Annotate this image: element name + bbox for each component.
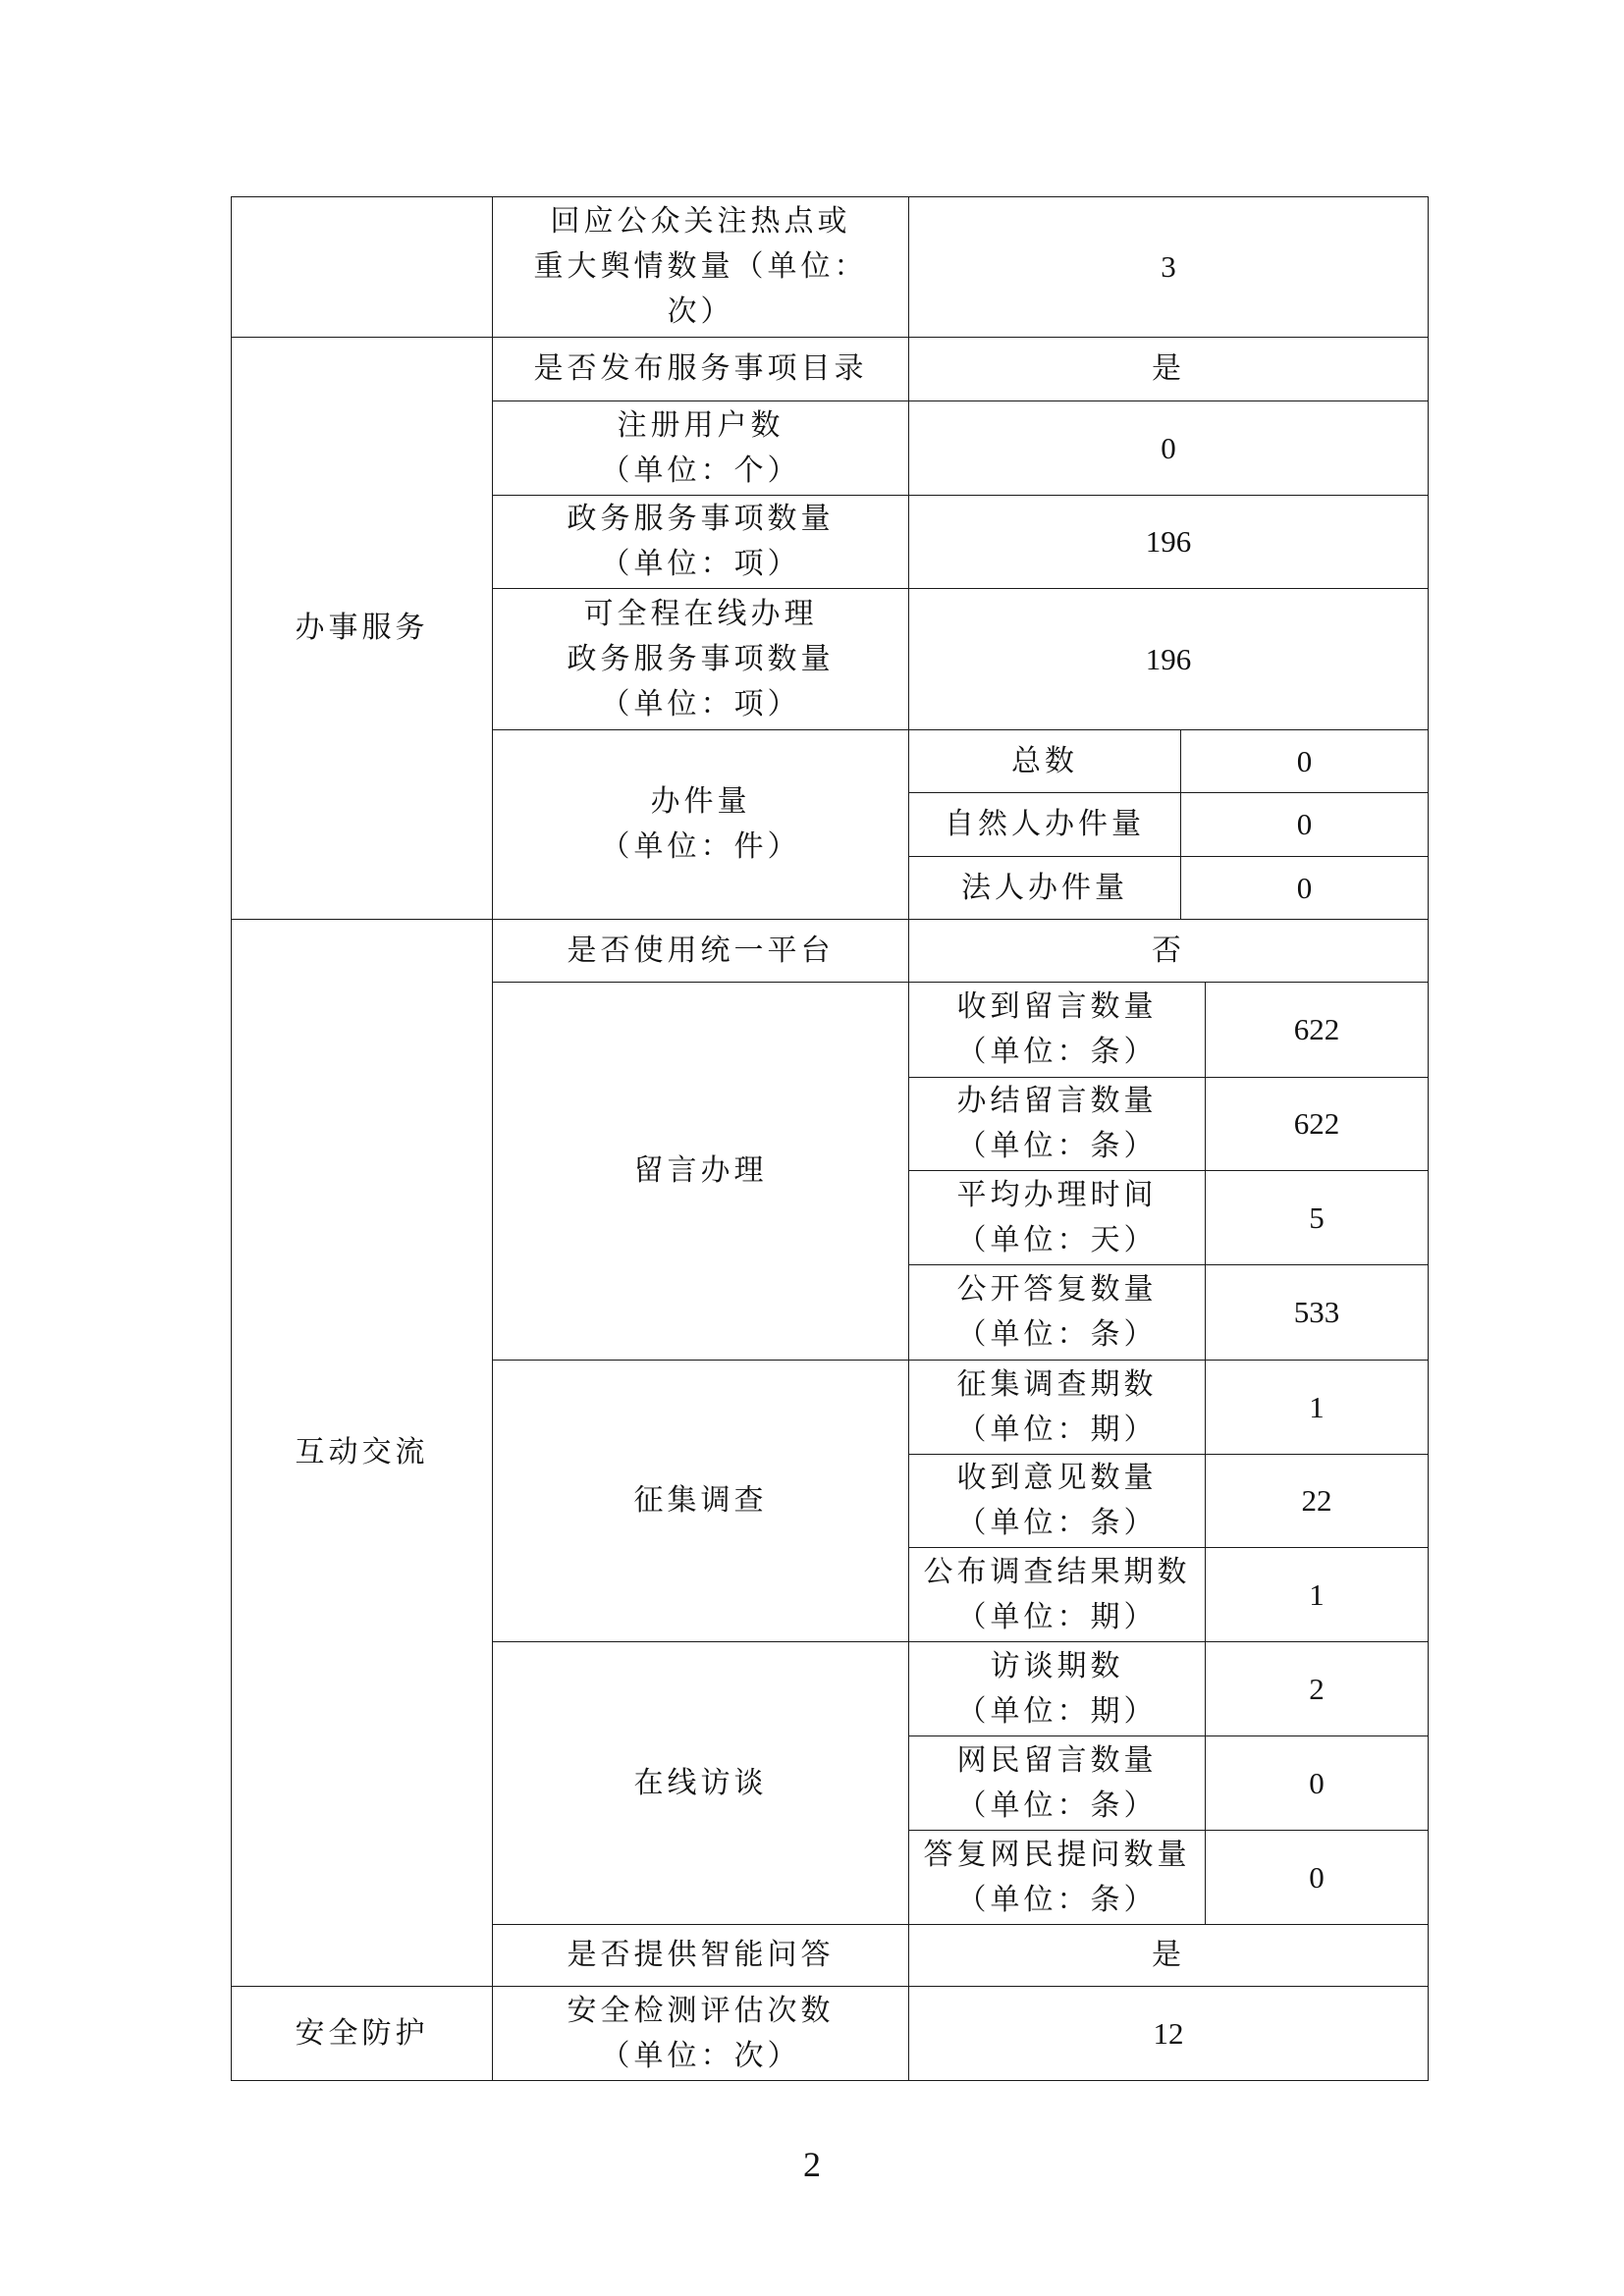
sublabel-cell-messages-received	[908, 982, 1206, 1078]
group-cell-message-handling: 留言办理	[492, 982, 909, 1361]
label-cell-unified-platform: 是否使用统一平台	[492, 919, 909, 983]
value-cell-unified-platform: 否	[908, 919, 1429, 983]
label-cell-public-concern	[492, 196, 909, 338]
label-line: 办结留言数量	[956, 1084, 1158, 1118]
subvalue-cell-messages-received: 622	[1205, 982, 1429, 1078]
label-line: （单位：期）	[956, 1412, 1158, 1447]
subvalue-cell-opinions-received: 22	[1205, 1454, 1429, 1548]
subvalue-cell-netizen-messages: 0	[1205, 1735, 1429, 1831]
sublabel-cell-interview-periods	[908, 1641, 1206, 1736]
subvalue-cell-survey-periods: 1	[1205, 1360, 1429, 1455]
label-line: 政务服务事项数量	[567, 502, 835, 536]
label-line: （单位：条）	[956, 1129, 1158, 1163]
label-line: 办件量	[650, 784, 751, 819]
sublabel-cell-total: 总数	[908, 729, 1181, 793]
sublabel-cell-legal-person: 法人办件量	[908, 856, 1181, 920]
category-cell-empty	[231, 196, 493, 338]
value-cell-smart-qa: 是	[908, 1924, 1429, 1987]
label-line: （单位：件）	[600, 829, 801, 864]
group-cell-survey: 征集调查	[492, 1360, 909, 1642]
value-cell-security-assessments: 12	[908, 1986, 1429, 2081]
sublabel-cell-opinions-received	[908, 1454, 1206, 1548]
subvalue-cell-total: 0	[1180, 729, 1429, 793]
label-line: 公开答复数量	[956, 1272, 1158, 1307]
label-line: 可全程在线办理	[583, 596, 818, 631]
label-cell-registered-users	[492, 400, 909, 496]
subvalue-cell-legal-person: 0	[1180, 856, 1429, 920]
value-cell-public-concern: 3	[908, 196, 1429, 338]
label-line: （单位：天）	[956, 1222, 1158, 1257]
label-line: 收到意见数量	[956, 1461, 1158, 1495]
label-line: （单位：项）	[600, 686, 801, 721]
label-cell-service-catalog	[492, 337, 909, 401]
subvalue-cell-public-replies: 533	[1205, 1264, 1429, 1361]
label-line: 网民留言数量	[956, 1742, 1158, 1778]
subvalue-cell-questions-answered: 0	[1205, 1830, 1429, 1925]
label-line: 访谈期数	[990, 1648, 1124, 1683]
label-line: （单位：个）	[600, 453, 801, 488]
label-line: （单位：条）	[956, 1788, 1158, 1823]
label-cell-handling-volume	[492, 729, 909, 920]
subvalue-cell-messages-closed: 622	[1205, 1077, 1429, 1171]
subvalue-cell-natural-person: 0	[1180, 792, 1429, 857]
label-line: （单位：期）	[956, 1693, 1158, 1729]
value-cell-service-items: 196	[908, 495, 1429, 589]
subvalue-cell-interview-periods: 2	[1205, 1641, 1429, 1736]
label-line: 征集调查期数	[956, 1366, 1158, 1402]
page-number: 2	[803, 2145, 821, 2184]
group-cell-online-interview: 在线访谈	[492, 1641, 909, 1925]
label-line: （单位：项）	[600, 547, 801, 581]
label-line: 政务服务事项数量	[567, 641, 835, 676]
label-line: 回应公众关注热点或	[550, 204, 851, 239]
label-line: （单位：条）	[956, 1317, 1158, 1352]
label-line: 收到留言数量	[956, 989, 1158, 1024]
category-cell-service: 办事服务	[231, 337, 493, 920]
sublabel-cell-messages-closed	[908, 1077, 1206, 1171]
label-line: 公布调查结果期数	[923, 1554, 1191, 1589]
subvalue-cell-survey-results-published: 1	[1205, 1547, 1429, 1642]
label-line: 答复网民提问数量	[923, 1837, 1191, 1872]
category-cell-security: 安全防护	[231, 1986, 493, 2081]
value-cell-service-catalog: 是	[908, 337, 1429, 401]
label-line: （单位：条）	[956, 1035, 1158, 1069]
sublabel-cell-public-replies	[908, 1264, 1206, 1361]
label-line: 次）	[667, 294, 734, 329]
label-line: （单位：次）	[600, 2038, 801, 2073]
label-line: （单位：条）	[956, 1882, 1158, 1917]
label-line: 重大舆情数量（单位：	[533, 249, 868, 284]
label-line: 安全检测评估次数	[567, 1993, 835, 2028]
value-cell-online-items: 196	[908, 588, 1429, 730]
label-line: （单位：期）	[956, 1599, 1158, 1634]
sublabel-cell-netizen-messages	[908, 1735, 1206, 1831]
sublabel-cell-questions-answered	[908, 1830, 1206, 1925]
label-line: 是否发布服务事项目录	[533, 351, 868, 386]
category-cell-interaction: 互动交流	[231, 919, 493, 1987]
sublabel-cell-avg-handling-time	[908, 1170, 1206, 1265]
label-line: 平均办理时间	[956, 1177, 1158, 1212]
label-cell-security-assessments	[492, 1986, 909, 2081]
sublabel-cell-natural-person: 自然人办件量	[908, 792, 1181, 857]
subvalue-cell-avg-handling-time: 5	[1205, 1170, 1429, 1265]
label-cell-smart-qa: 是否提供智能问答	[492, 1924, 909, 1987]
label-cell-online-items	[492, 588, 909, 730]
label-line: （单位：条）	[956, 1506, 1158, 1540]
label-line: 注册用户数	[617, 407, 785, 443]
sublabel-cell-survey-results-published	[908, 1547, 1206, 1642]
value-cell-registered-users: 0	[908, 400, 1429, 496]
sublabel-cell-survey-periods	[908, 1360, 1206, 1455]
label-cell-service-items	[492, 495, 909, 589]
